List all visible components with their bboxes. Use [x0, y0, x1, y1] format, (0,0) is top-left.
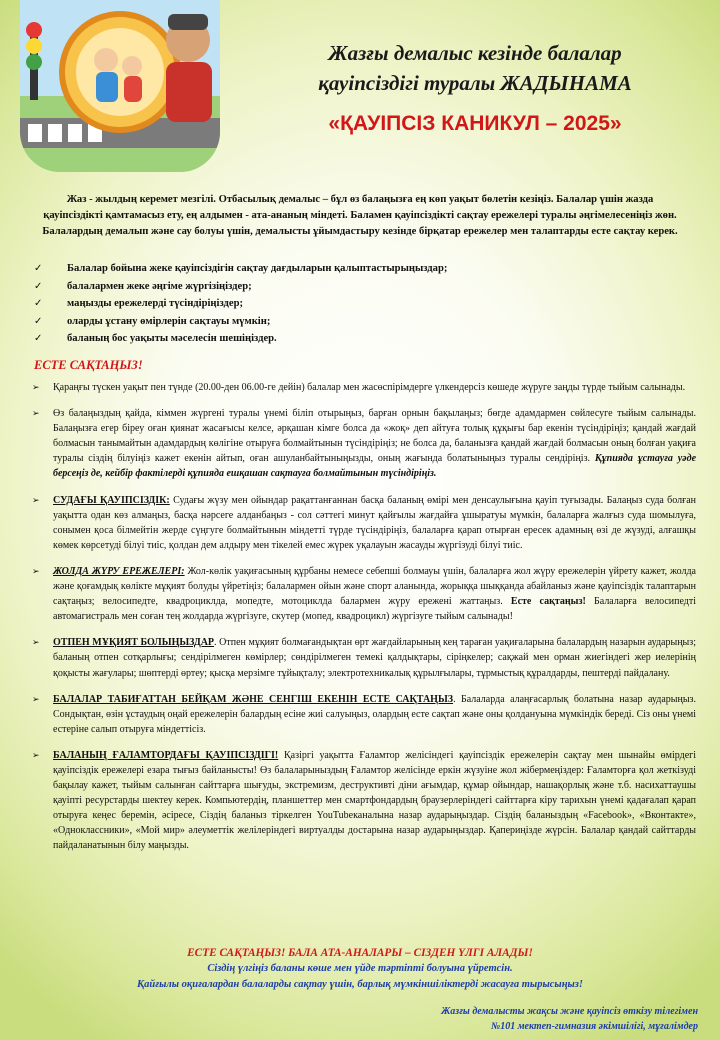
- header: [0, 0, 720, 175]
- checkmark-icon: ✓: [34, 280, 43, 292]
- checkmark-icon: ✓: [34, 315, 43, 327]
- signature-line-2: №101 мектеп-гимназия әкімшілігі, мұғалімдер: [491, 1021, 698, 1032]
- document-title: [250, 38, 700, 98]
- footer-line-1: ЕСТЕ САҚТАҢЫЗ! БАЛА АТА-АНАЛАРЫ – СІЗДЕН ҮЛГІ АЛАДЫ!: [187, 947, 533, 959]
- intro-paragraph: Жаз - жылдың керемет мезгілі. Отбасылық демалыс – бұл өз балаңызға ең көп уақыт бөлетін кезіңіз. Балалар үшін жазда қауіпсіздікті қамтамасыз ету, ең алдымен - ата-ананың міндеті. Баламен қауіпсіздікті сақтау ережелері туралы әңгімелесеніңіз жөн. Балалардың демалып және сау болуы үшін, демалысты ұйымдастыру кезінде бірқатар ережелер мен талаптарды есте сақтау керек.: [42, 194, 678, 237]
- checkmark-icon: ✓: [34, 333, 43, 344]
- rule-heading-water-safety: СУДАҒЫ ҚАУІПСІЗДІК:: [53, 494, 170, 506]
- rule-item: [32, 493, 696, 553]
- remember-heading: ЕСТЕ САҚТАҢЫЗ!: [34, 358, 143, 372]
- checklist: [34, 260, 674, 348]
- rule-text: Судағы жүзу мен ойындар рақаттанғаннан басқа баланың өмірі мен денсаулығына қауіп туғызады. Балаңыз суда болған уақытта одан көз алмаңыз, басқа нәрсеге алданбаңыз - сол сәттегі минут қайғылы жағдайға ұшыратуы мүмкін, балаларға жалғыз суда шомылуға, сонымен қоса білмейтін жерде сүңгуге болмайтынын міндетті түрде түсіндіріңіз, балаларға қарап отырған ересек адамның өзі де жүзуді, алғашқы көмек көрсетуді білуі тиіс, қолдан дем алдыру мен тікелей емес жүрек уқалауын жасауды жүргізуді білуі тиіс.: [53, 494, 697, 551]
- checklist-item: [34, 278, 674, 296]
- checklist-item: [34, 295, 674, 313]
- footer-line-3: Қайғылы оқиғалардан балаларды сақтау үшін, барлық мүмкіншіліктерді жасауға тырысыңыз!: [136, 979, 583, 990]
- rule-heading-road-rules: ЖОЛДА ЖҮРУ ЕРЕЖЕЛЕРІ:: [53, 565, 185, 577]
- arrow-bullet-icon: ➢: [32, 637, 40, 648]
- rule-text: Қазіргі уақытта Ғаламтор желісіндегі қауіпсіздік ережелерін сақтау мен шынайы өмірдегі қауіпсіздік ережелері езара тығыз байланысты! Өз балаларыныздың Ғаламтор желісінде еркін жүзуіне жол жібермеңіздер: Ғаламторға қол жеткізуді бақылау кажет, тыйым салынған сайттарға шығуды, экстремизм, деструктивті діни ағымдар, құмар ойындар, нашақорлық және т.б. насихаттаушы қауіпті ресурстарды шектеу керек. Компьютердің, планшеттер мен смартфондардың браузерлеріндегі сайттарға кіру тарихын үнемі қадағалап қарап отыруға кеңес беремін, әсіресе, Сіздің баланыз тіркелген YouTubeканалына назар аударыңыздар. Сіздің баланыздың «Facebook», «Вконтакте», «Одноклассники», «Мой мир» әлеуметтік желілеріндегі виртуалды достарына назар аударыңыздар. Қапериңізде жүрсін. Балалар қандай сайттарды пайдаланатынын білу маңызды.: [53, 749, 697, 852]
- checklist-item-text: маңызды ережелерді түсіндіріңіздер;: [67, 298, 244, 309]
- checkmark-icon: ✓: [34, 263, 43, 274]
- checklist-item-text: балалармен жеке әңгіме жүргізіңіздер;: [67, 280, 252, 292]
- rule-text: . Отпен мұқият болмағандықтан өрт жағдайларының кең тараған уақиғаларына балалардың назарын аударыңыз; баланың отпен сотқарлығы; сендірілмеген көмірлер; сөндірілмеген темекі қалдықтары, сіріңкелер; сақжай мен орман жиегіндегі жер иелерінің қоқысты жағулары; шөптерді өртеу; қысқа мерзімге тұйықталу; электротехникалық құрылғылары, тұрмыстық құралдарды, пештерді пайдалану.: [53, 637, 697, 679]
- signature-line-1: Жазғы демалысты жақсы және қауіпсіз өткізу тілегімен: [441, 1006, 698, 1017]
- checklist-item: [34, 313, 674, 331]
- arrow-bullet-icon: ➢: [32, 408, 40, 419]
- title-line-2: қауіпсіздігі туралы ЖАДЫНАМА: [318, 71, 632, 95]
- title-block: [250, 38, 700, 136]
- footer-line-2: Сіздің үлгіңіз баланы көше мен үйде тәртіпті болуына үйретсін.: [207, 963, 513, 974]
- rule-text-tail: Балаларға велосипедті автомагистраль мен соған тең жолдарда жүргізуге, скутер (мопед, квадроцикл) жүргізуге тыйым салынады!: [53, 596, 697, 623]
- arrow-bullet-icon: ➢: [32, 494, 40, 505]
- rule-text: Жол-көлік уақиғасының құрбаны немесе себепші болмауы үшін, балаларға жол жүру ережелерін үйрету кажет, жолда және қоғамдық көлікте мұқият болуды үйретіңіз; балалармен ойын және спорт аланында, жорыққа шыққанда абайланыз және қауіпсіздік талаптарын сақтаңыз; велосипедте, квадроциклда, мопедте, мотоциклда балармен жүру ережені жаттаңыз.: [53, 565, 696, 608]
- rule-heading-internet-safety: БАЛАНЫҢ ҒАЛАМТОРДАҒЫ ҚАУІПСІЗДІГІ!: [53, 749, 279, 761]
- safety-poster-image: [20, 0, 220, 172]
- rule-text: Қараңғы түскен уақыт пен түнде (20.00-ден 06.00-ге дейін) балалар мен жасөспірімдерге үлкендерсіз көшеде жүруге заңды түрде тыйым салынады.: [53, 382, 686, 393]
- signature: [441, 1004, 698, 1034]
- arrow-bullet-icon: ➢: [32, 693, 40, 704]
- arrow-bullet-icon: ➢: [32, 382, 40, 392]
- rule-text: Өз балаңыздың қайда, кіммен жүргені туралы үнемі біліп отырыңыз, барған орнын бақылаңыз; бөгде адамдармен сөйлесуге тыйым салынады. Балаңызға егер біреу оған қиянат жасағысы келсе, әрқашан кімге болса да «жоқ» деп айтуға толық құқығы бар екенін түсіндіріңіз; қандай жағдай болмасын танымайтын адамдардың көлігіне отыруға болмайтынын түсіндіріңіз; не болса да, баланызға қандай жағдай болмасын оның болған уақиға туралы сіздің білуіңіз кажет екенін айтып, оған ашуланбайтыныңызды, оның жағында болатыныңыз туралы сендіріңіз.: [53, 408, 696, 465]
- checklist-item-text: Балалар бойына жеке қауіпсіздігін сақтау дағдыларын қалыптастырыңыздар;: [67, 263, 448, 274]
- rule-item: [32, 748, 696, 854]
- checklist-item: [34, 330, 674, 348]
- rule-heading-fire-safety: ОТПЕН МҰҚИЯТ БОЛЫҢЫЗДАР: [53, 637, 215, 649]
- rule-item: [32, 692, 696, 737]
- campaign-slogan: «ҚАУІПСІЗ КАНИКУЛ – 2025»: [328, 112, 622, 135]
- rule-heading-nature: БАЛАЛАР ТАБИҒАТТАН БЕЙҚАМ ЖӘНЕ СЕНГІШ ЕКЕНІН ЕСТЕ САҚТАҢЫЗ: [53, 693, 454, 705]
- rule-item: [32, 635, 696, 680]
- checklist-item: [34, 260, 674, 278]
- title-line-1: Жазғы демалыс кезінде балалар: [328, 41, 622, 65]
- arrow-bullet-icon: ➢: [32, 565, 40, 576]
- rule-item: [32, 406, 696, 481]
- rule-remember-note: Есте сақтаңыз!: [510, 596, 586, 608]
- rule-item: [32, 564, 696, 624]
- rule-text: . Балаларда алаңғасарлық болатына назар аударыңыз. Сондықтан, өзін ұстаудың оңай ережелерін балардың есіне жиі салуыңыз, олардың есте сақтап және оны қолдануына мүмкіндік береді. Сіз оны үнемі естеріне салып отыруға міндеттісіз.: [53, 693, 697, 735]
- checkmark-icon: ✓: [34, 298, 43, 309]
- rules-list: [32, 380, 696, 865]
- arrow-bullet-icon: ➢: [32, 749, 40, 760]
- footer-appeal: [20, 945, 700, 993]
- checklist-item-text: баланың бос уақыты мәселесін шешіңіздер.: [67, 333, 277, 344]
- rule-item: [32, 380, 696, 395]
- rule-emphasis: Құпияда ұстауға уәде берсеңіз де, кейбір фактілерді құпияда ешқашан сақтауға болмайтынын түсіндіріңіз.: [53, 453, 697, 480]
- checklist-item-text: оларды ұстану өмірлерін сақтауы мүмкін;: [67, 315, 271, 327]
